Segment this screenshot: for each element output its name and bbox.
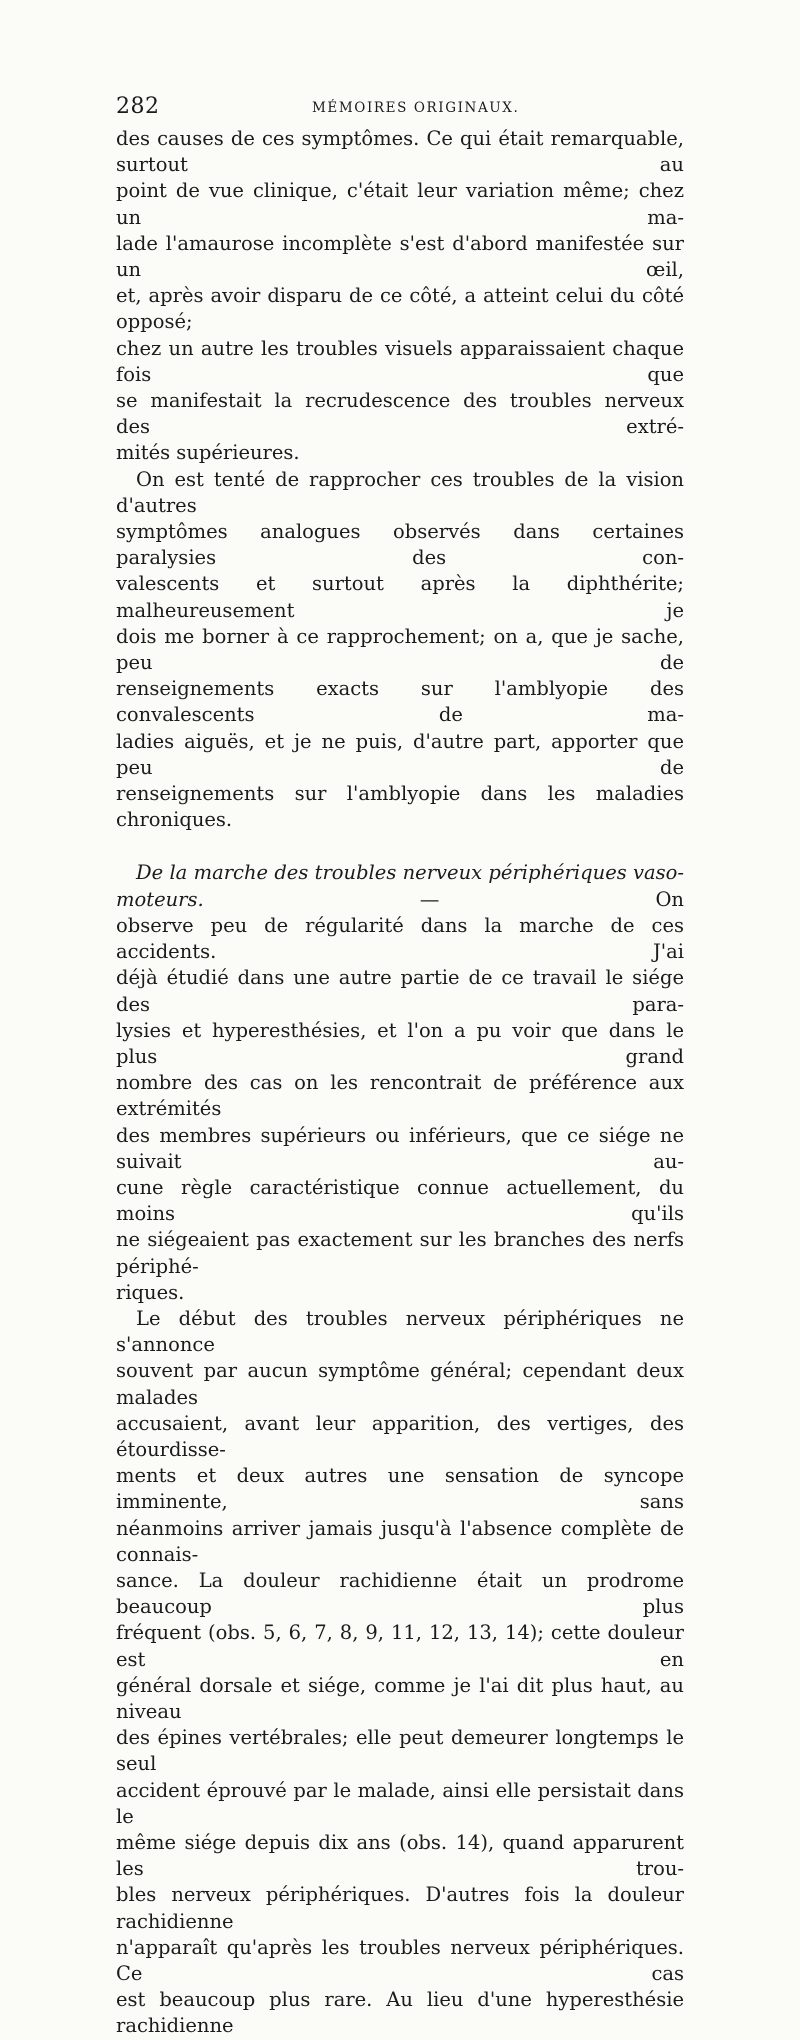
text-line: bles nerveux périphériques. D'autres fois la douleur rachidienne	[116, 1883, 684, 1933]
text-line: général dorsale et siége, comme je l'ai dit plus haut, au niveau	[116, 1673, 684, 1723]
text-line: même siége depuis dix ans (obs. 14), quand apparurent les trou-	[116, 1831, 684, 1881]
text-line: point de vue clinique, c'était leur variation même; chez un ma-	[116, 179, 684, 229]
text-fragment: — On	[419, 887, 684, 911]
text-line: mités supérieures.	[116, 441, 300, 465]
running-head	[116, 94, 684, 126]
text-line: nombre des cas on les rencontrait de préférence aux extrémités	[116, 1071, 684, 1121]
text-line: accusaient, avant leur apparition, des vertiges, des étourdisse-	[116, 1411, 684, 1461]
text-line: riques.	[116, 1280, 185, 1304]
text-line: valescents et surtout après la diphthérite; malheureusement je	[116, 572, 684, 622]
text-line: se manifestait la recrudescence des troubles nerveux des extré-	[116, 389, 684, 439]
text-line: des membres supérieurs ou inférieurs, que ce siége ne suivait au-	[116, 1123, 684, 1173]
text-line: accident éprouvé par le malade, ainsi elle persistait dans le	[116, 1778, 684, 1828]
section-gap	[116, 833, 684, 860]
text-line: est beaucoup plus rare. Au lieu d'une hyperesthésie rachidienne	[116, 1988, 684, 2038]
paragraph-3	[116, 860, 684, 1305]
running-title: MÉMOIRES ORIGINAUX.	[312, 100, 520, 116]
text-line: néanmoins arriver jamais jusqu'à l'absence complète de connais-	[116, 1516, 684, 1566]
text-line: des épines vertébrales; elle peut demeurer longtemps le seul	[116, 1726, 684, 1776]
text-line: chez un autre les troubles visuels apparaissaient chaque fois que	[116, 336, 684, 386]
text-line: sance. La douleur rachidienne était un prodrome beaucoup plus	[116, 1568, 684, 1619]
text-line: ne siégeaient pas exactement sur les branches des nerfs périphé-	[116, 1228, 684, 1278]
text-line: et, après avoir disparu de ce côté, a atteint celui du côté opposé;	[116, 284, 684, 334]
section-lead-line	[116, 860, 684, 912]
book-page	[116, 94, 684, 2040]
paragraph-2	[116, 467, 684, 834]
text-line: n'apparaît qu'après les troubles nerveux périphériques. Ce cas	[116, 1935, 684, 1986]
text-line: souvent par aucun symptôme général; cependant deux malades	[116, 1359, 684, 1409]
text-line: des causes de ces symptômes. Ce qui était remarquable, surtout au	[116, 127, 684, 177]
text-line: lade l'amaurose incomplète s'est d'abord manifestée sur un œil,	[116, 231, 684, 282]
text-line: ments et deux autres une sensation de syncope imminente, sans	[116, 1464, 684, 1514]
page-number: 282	[116, 94, 160, 119]
text-line: On est tenté de rapprocher ces troubles de la vision d'autres	[116, 467, 684, 517]
text-line: renseignements exacts sur l'amblyopie des convalescents de ma-	[116, 677, 684, 727]
paragraph-1	[116, 126, 684, 467]
text-line: lysies et hyperesthésies, et l'on a pu voir que dans le plus grand	[116, 1018, 684, 1068]
text-line: dois me borner à ce rapprochement; on a, que je sache, peu de	[116, 624, 684, 675]
section-heading: De la marche des troubles nerveux périphériques vaso-moteurs.	[116, 861, 684, 911]
text-line: Le début des troubles nerveux périphériques ne s'annonce	[116, 1306, 684, 1357]
text-line: renseignements sur l'amblyopie dans les maladies chroniques.	[116, 782, 684, 832]
text-line: fréquent (obs. 5, 6, 7, 8, 9, 11, 12, 13, 14); cette douleur est en	[116, 1621, 684, 1671]
text-line: déjà étudié dans une autre partie de ce travail le siége des para-	[116, 966, 684, 1016]
paragraph-4	[116, 1306, 684, 2040]
text-line: cune règle caractéristique connue actuellement, du moins qu'ils	[116, 1175, 684, 1226]
text-line: ladies aiguës, et je ne puis, d'autre part, apporter que peu de	[116, 729, 684, 779]
text-line: observe peu de régularité dans la marche de ces accidents. J'ai	[116, 913, 684, 964]
text-line: symptômes analogues observés dans certaines paralysies des con-	[116, 520, 684, 570]
